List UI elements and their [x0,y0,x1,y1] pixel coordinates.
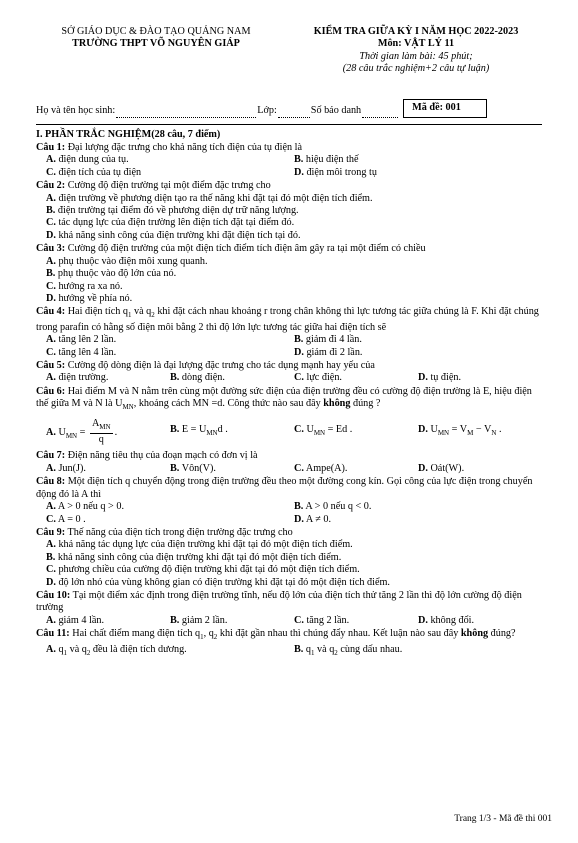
name-field[interactable] [116,108,256,118]
section-title: I. PHẦN TRẮC NGHIỆM(28 câu, 7 điểm) [36,128,221,140]
option-c[interactable]: C. tăng lên 4 lần. [46,346,117,358]
options-q5 [36,372,542,384]
question-6: Câu 6: Hai điểm M và N nằm trên cùng một đường sức điện của điện trường đều có cường độ điện trường là E, hiệu điện thế giữa M và N là $U_{MN}$, khoảng cách MN =d. Công thức nào sau đây không đúng ? [36,385,532,412]
divider [36,124,542,125]
options-q1 [36,154,542,166]
option-a[interactable]: A. điện trường. [46,372,109,384]
option-c[interactable]: C. Ampe(A). [294,462,348,474]
option-a[interactable]: A. phụ thuộc vào điện môi xung quanh. [46,255,208,267]
option-d[interactable]: D. điện môi trong tụ [294,166,377,178]
option-a[interactable]: A. $q_1$ và $q_2$ đều là điện tích dương. [46,643,187,657]
exam-structure: (28 câu trắc nghiệm+2 câu tự luận) [342,63,490,75]
option-c[interactable]: C. hướng ra xa nó. [46,280,123,292]
question-10: Câu 10: Tại một điểm xác định trong điện trường tĩnh, nếu độ lớn của điện tích thử tăng 2 lần thì độ lớn cường độ điện trường [36,589,522,614]
exam-code: Mã đề: 001 [403,99,487,117]
option-c[interactable]: C. phương chiều của cường độ điện trường khi đặt tại đó một điện tích điểm. [46,564,360,576]
question-text: Đại lượng đặc trưng cho khả năng tích điện của tụ điện là [67,142,302,154]
school-name: TRƯỜNG THPT VÕ NGUYÊN GIÁP [72,38,240,50]
option-a[interactable]: A. $U_{MN}$ = $\frac{A_{MN}}{q}$ . [46,417,118,446]
option-a[interactable]: A. A > 0 nếu q > 0. [46,501,124,513]
option-b[interactable]: B. Vôn(V). [170,462,216,474]
question-8: Câu 8: Một điện tích q chuyển động trong điện trường đều theo một đường cong kín. Gọi công của lực điện trong chuyển động đó là A thì [36,476,533,500]
option-a[interactable]: A. giảm 4 lần. [46,614,105,626]
option-c[interactable]: C. tăng 2 lần. [294,614,350,626]
options-q4 [36,334,542,346]
options-q4-2 [36,347,542,359]
page-footer: Trang 1/3 - Mã đề thi 001 [454,813,552,824]
options-q8 [36,501,542,513]
option-b[interactable]: B. khả năng sinh công của điện trường khi đặt tại đó một điện tích điểm. [46,551,342,563]
option-c[interactable]: C. tác dụng lực của điện trường lên điện tích đặt tại điểm đó. [46,217,295,229]
header-left [36,26,276,76]
option-b[interactable]: B. $E = U_{MN}d$ . [170,424,228,438]
option-b[interactable]: B. giảm đi 4 lần. [294,334,362,346]
question-7: Câu 7: Điện năng tiêu thụ của đoạn mạch có đơn vị là [36,450,258,462]
header-right [296,26,536,76]
option-a[interactable]: A. tăng lên 2 lần. [46,334,117,346]
question-2: Câu 2: Cường độ điện trường tại một điểm đặc trưng cho [36,180,271,192]
option-d[interactable]: D. độ lớn nhỏ của vùng không gian có điện trường khi đặt tại đó một điện tích điểm. [46,576,390,588]
option-b[interactable]: B. $q_1$ và $q_2$ cùng dấu nhau. [294,643,403,657]
option-b[interactable]: B. dòng điện. [170,372,225,384]
option-d[interactable]: D. Oát(W). [418,462,465,474]
option-a[interactable]: A. điện dung của tụ. [46,154,129,166]
question-4: Câu 4: Hai điện tích $q_1$ và $q_2$ khi đặt cách nhau khoảng r trong chân không thì lực tương tác giữa chúng là F. Khi đặt chúng trong parafin có hằng số điện môi bằng 2 thì độ lớn lực tương tác giữa hai điện tích sẽ [36,306,539,333]
option-a[interactable]: A. điện trường về phương diện tạo ra thế năng khi đặt tại đó một điện tích điểm. [46,192,373,204]
subject: Môn: VẬT LÝ 11 [377,38,455,50]
option-b[interactable]: B. phụ thuộc vào độ lớn của nó. [46,268,177,280]
options-q7 [36,463,542,475]
exam-time: Thời gian làm bài: 45 phút; [359,50,473,62]
exam-title: KIỂM TRA GIỮA KỲ I NĂM HỌC 2022-2023 [313,26,519,37]
option-d[interactable]: D. A ≠ 0. [294,513,332,525]
department: SỞ GIÁO DỤC & ĐÀO TẠO QUẢNG NAM [61,26,251,37]
id-label: Số báo danh [310,105,362,117]
option-b[interactable]: B. hiệu điện thế [294,154,359,166]
option-a[interactable]: A. Jun(J). [46,462,86,474]
option-c[interactable]: C. lực điện. [294,372,342,384]
option-c[interactable]: C. $U_{MN} = Ed$ . [294,424,353,438]
options-q11 [36,644,542,659]
student-info [36,96,542,118]
options-q1-2 [36,167,542,179]
option-d[interactable]: D. không đổi. [418,614,475,626]
option-d[interactable]: D. giảm đi 2 lần. [294,346,363,358]
header [36,26,542,76]
option-d[interactable]: D. $U_{MN} = V_M - V_N$ . [418,424,502,438]
question-11: Câu 11: Hai chất điểm mang điện tích $q_1$, $q_2$ khi đặt gần nhau thì chúng đẩy nhau. Kết luận nào sau đây không đúng? [36,628,516,642]
class-label: Lớp: [257,105,277,117]
question-number: Câu 1: [36,142,66,154]
option-b[interactable]: B. giảm 2 lần. [170,614,228,626]
question-9: Câu 9: Thế năng của điện tích trong điện trường đặc trưng cho [36,526,293,538]
option-b[interactable]: B. điện trường tại điểm đó về phương diện dự trữ năng lượng. [46,205,299,217]
class-field[interactable] [278,108,310,118]
option-d[interactable]: D. khả năng sinh công của điện trường khi đặt điện tích tại đó. [46,229,301,241]
option-b[interactable]: B. A > 0 nếu q < 0. [294,501,372,513]
option-a[interactable]: A. khả năng tác dụng lực của điện trường khi đặt tại đó một điện tích điểm. [46,539,353,551]
id-field[interactable] [362,108,398,118]
question-5: Câu 5: Cường độ dòng điện là đại lượng đặc trưng cho tác dụng mạnh hay yếu của [36,359,375,371]
question-1 [36,142,542,154]
options-q8-2 [36,514,542,526]
exam-page [0,26,578,843]
fraction: $\frac{A_{MN}}{q}$ [91,417,111,446]
options-q6 [36,418,542,447]
question-3: Câu 3: Cường độ điện trường của một điện tích điểm tích điện âm gây ra tại một điểm có chiều [36,243,426,255]
option-c[interactable]: C. A = 0 . [46,513,86,525]
option-d[interactable]: D. hướng về phía nó. [46,292,133,304]
option-c[interactable]: C. điện tích của tụ điện [46,166,142,178]
name-label: Họ và tên học sinh: [36,105,116,117]
options-q10 [36,615,542,627]
option-d[interactable]: D. tụ điện. [418,372,462,384]
